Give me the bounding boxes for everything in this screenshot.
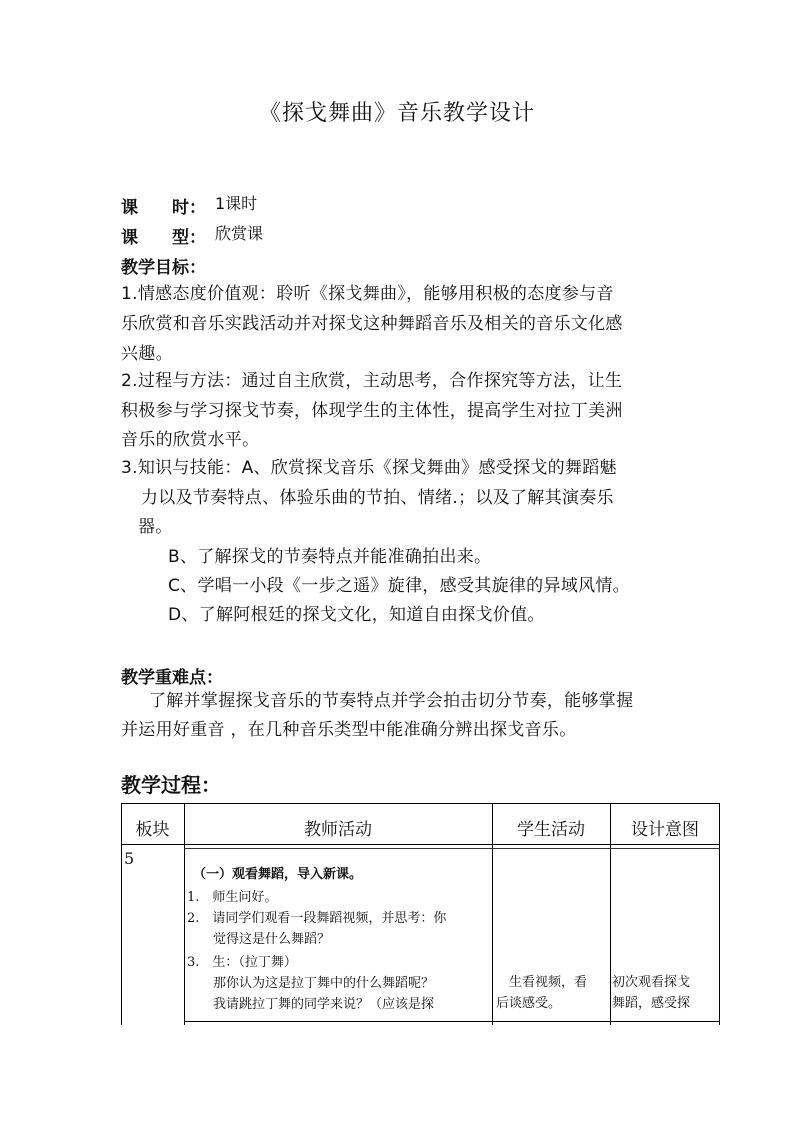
hours-value: 1课时 [215, 194, 258, 213]
objective-line: 1.情感态度价值观：聆听《探戈舞曲》，能够用积极的态度参与音 [121, 284, 614, 304]
header-student-activity: 学生活动 [517, 820, 585, 840]
header-design-intent: 设计意图 [631, 820, 699, 840]
objective-line: 3.知识与技能：A、欣赏探戈音乐《探戈舞曲》感受探戈的舞蹈魅 [121, 458, 617, 478]
objectives-heading: 教学目标： [121, 258, 206, 278]
teacher-item: 我请跳拉丁舞的同学来说？（应该是探 [187, 997, 435, 1012]
design-intent-line: 舞蹈，感受探 [612, 996, 691, 1011]
row-inner-bottom [184, 1021, 720, 1022]
teacher-item: 觉得这是什么舞蹈？ [187, 932, 331, 947]
objective-line: D、了解阿根廷的探戈文化，知道自由探戈价值。 [168, 605, 545, 625]
row-inner-top [184, 848, 720, 849]
process-heading: 教学过程： [121, 773, 221, 797]
teacher-item: 3. 生：（拉丁舞） [187, 955, 297, 970]
objective-line: B、了解探戈的节奏特点并能准确拍出来。 [168, 547, 492, 567]
key-point-line: 并运用好重音 ，在几种音乐类型中能准确分辨出探戈音乐。 [121, 720, 577, 740]
design-intent-line: 初次观看探戈 [612, 975, 691, 990]
table-border-top [121, 803, 720, 804]
type-label: 课 型： [121, 228, 206, 248]
objective-line: 音乐的欣赏水平。 [121, 430, 260, 450]
objective-line: 器。 [138, 517, 173, 537]
key-point-line: 了解并掌握探戈音乐的节奏特点并学会拍击切分节奏，能够掌握 [149, 691, 634, 711]
header-teacher-activity: 教师活动 [304, 820, 372, 840]
document-title: 《探戈舞曲》音乐教学设计 [258, 101, 535, 126]
block-cell: 5 [124, 849, 135, 868]
student-activity-line: 后谈感受。 [496, 996, 562, 1011]
teacher-item: 1. 师生问好。 [187, 890, 278, 905]
objective-line: C、学唱一小段《一步之遥》旋律，感受其旋律的异域风情。 [168, 576, 630, 596]
teacher-item: 那你认为这是拉丁舞中的什么舞蹈呢？ [187, 976, 435, 991]
student-activity-line: 生看视频，看 [496, 975, 588, 990]
process-table [121, 803, 720, 1025]
teacher-section-title: （一）观看舞蹈，导入新课。 [193, 867, 363, 882]
type-value: 欣赏课 [215, 224, 264, 243]
key-points-heading: 教学重难点： [121, 668, 223, 688]
objective-line: 2.过程与方法：通过自主欣赏，主动思考，合作探究等方法，让生 [121, 371, 623, 391]
objective-line: 积极参与学习探戈节奏，体现学生的主体性，提高学生对拉丁美洲 [121, 401, 623, 421]
objective-line: 兴趣。 [121, 344, 173, 364]
hours-label: 课 时： [121, 198, 206, 218]
teacher-item: 2. 请同学们观看一段舞蹈视频，并思考：你 [187, 911, 447, 926]
table-header-divider [121, 844, 720, 845]
header-block: 板块 [135, 820, 170, 840]
objective-line: 力以及节奏特点、体验乐曲的节拍、情绪.；以及了解其演奏乐 [141, 488, 614, 508]
objective-line: 乐欣赏和音乐实践活动并对探戈这种舞蹈音乐及相关的音乐文化感 [121, 314, 623, 334]
